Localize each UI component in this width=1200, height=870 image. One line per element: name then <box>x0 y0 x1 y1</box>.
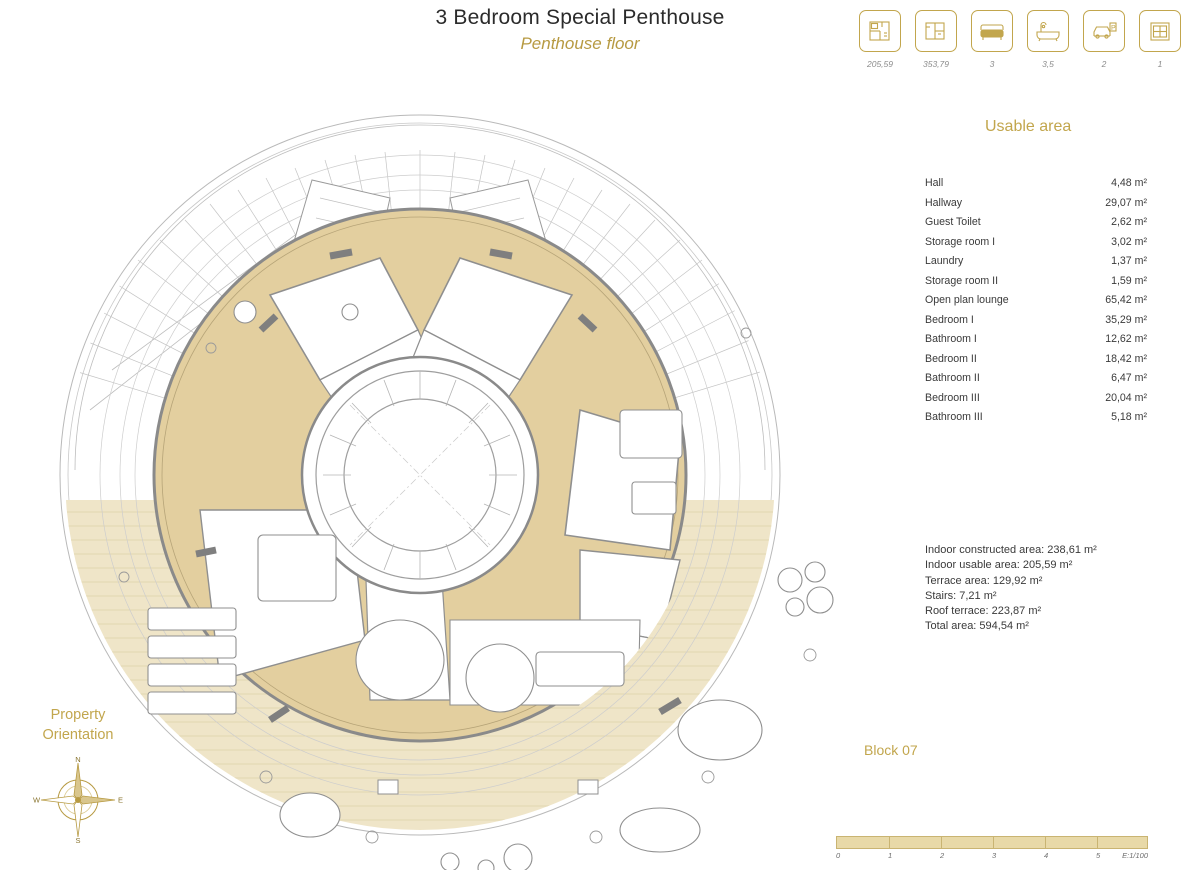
scale-tick-label: 3 <box>992 851 997 860</box>
table-row <box>925 350 1147 370</box>
compass-south-label: S <box>75 836 81 845</box>
spec-value: 205,59 <box>867 59 893 69</box>
compass-east-label: E <box>117 795 123 805</box>
table-row <box>925 408 1147 428</box>
bed-icon <box>971 10 1013 52</box>
room-area: 65,42 m² <box>1105 294 1147 306</box>
room-area: 4,48 m² <box>1111 177 1147 189</box>
summary-line: Indoor constructed area: 238,61 m² <box>925 544 1097 556</box>
spec-value: 2 <box>1101 59 1107 69</box>
room-label: Bedroom II <box>925 352 977 365</box>
scale-ratio-label: E:1/100 <box>1122 851 1148 860</box>
svg-text:P: P <box>1111 25 1116 32</box>
compass-icon <box>35 757 121 843</box>
car-parking-icon <box>1083 10 1125 52</box>
table-row <box>925 252 1147 272</box>
usable-area-table <box>925 174 1147 428</box>
property-orientation <box>18 705 138 843</box>
scale-tick-label: 4 <box>1044 851 1049 860</box>
room-label: Storage room I <box>925 235 996 248</box>
room-area: 29,07 m² <box>1105 196 1147 209</box>
summary-line: Indoor usable area: 205,59 m² <box>925 559 1073 572</box>
table-row <box>925 311 1147 331</box>
summary-line: Stairs: 7,21 m² <box>925 589 997 602</box>
room-area: 5,18 m² <box>1111 411 1147 423</box>
table-row <box>925 174 1147 194</box>
room-area: 2,62 m² <box>1111 216 1147 228</box>
area-summary <box>925 543 1097 635</box>
page-subtitle: Penthouse floor <box>520 34 640 53</box>
spec-bathrooms <box>1026 10 1070 69</box>
table-row <box>925 330 1147 350</box>
bathtub-icon <box>1027 10 1069 52</box>
room-area: 12,62 m² <box>1105 333 1147 345</box>
room-label: Storage room II <box>925 274 999 287</box>
room-label: Hall <box>925 177 944 189</box>
room-area: 20,04 m² <box>1105 391 1147 404</box>
property-spec-icons <box>858 10 1182 69</box>
summary-line: Roof terrace: 223,87 m² <box>925 605 1042 618</box>
scale-labels <box>836 851 1148 863</box>
room-label: Bathroom II <box>925 372 980 384</box>
spec-bedrooms <box>970 10 1014 69</box>
table-row <box>925 194 1147 214</box>
orientation-title-line1: Property <box>50 707 106 723</box>
room-label: Laundry <box>925 255 964 267</box>
summary-line: Terrace area: 129,92 m² <box>925 574 1043 587</box>
spec-value: 1 <box>1157 59 1163 69</box>
scale-bar <box>836 836 1148 863</box>
spec-parking <box>1082 10 1126 69</box>
scale-tick-label: 2 <box>940 851 945 860</box>
room-area: 3,02 m² <box>1111 235 1147 248</box>
room-area: 6,47 m² <box>1111 372 1147 384</box>
spec-value: 3,5 <box>1042 59 1054 69</box>
room-area: 18,42 m² <box>1105 352 1147 365</box>
floorplan-area-icon <box>859 10 901 52</box>
table-row <box>925 213 1147 233</box>
room-area: 1,59 m² <box>1111 274 1147 287</box>
room-label: Guest Toilet <box>925 216 981 228</box>
table-row <box>925 389 1147 409</box>
room-label: Bedroom I <box>925 313 974 326</box>
table-row <box>925 233 1147 253</box>
room-label: Bathroom I <box>925 333 977 345</box>
scale-tick-label: 0 <box>836 851 841 860</box>
room-label: Bedroom III <box>925 391 980 404</box>
room-area: 35,29 m² <box>1105 313 1147 326</box>
table-row <box>925 291 1147 311</box>
block-label: Block 07 <box>864 742 918 758</box>
spec-value: 3 <box>989 59 995 69</box>
table-row <box>925 369 1147 389</box>
spec-floorplan-area <box>858 10 902 69</box>
room-label: Hallway <box>925 196 963 209</box>
floor-plan-drawing <box>20 80 900 870</box>
usable-area-title: Usable area <box>985 118 1072 135</box>
table-row <box>925 272 1147 292</box>
spec-value: 353,79 <box>923 59 949 69</box>
storage-box-icon <box>1139 10 1181 52</box>
page-title: 3 Bedroom Special Penthouse <box>435 6 725 29</box>
spec-storage <box>1138 10 1182 69</box>
summary-line: Total area: 594,54 m² <box>925 620 1029 633</box>
scale-tick-label: 5 <box>1096 851 1101 860</box>
room-label: Bathroom III <box>925 411 983 423</box>
room-label: Open plan lounge <box>925 294 1009 306</box>
compass-north-label: N <box>75 755 81 764</box>
spec-floorplan-total <box>914 10 958 69</box>
scale-tick-label: 1 <box>888 851 893 860</box>
compass-west-label: W <box>33 795 41 805</box>
orientation-title-line2: Orientation <box>42 727 114 743</box>
room-area: 1,37 m² <box>1111 255 1147 267</box>
floorplan-total-icon <box>915 10 957 52</box>
scale-strip <box>836 836 1148 849</box>
